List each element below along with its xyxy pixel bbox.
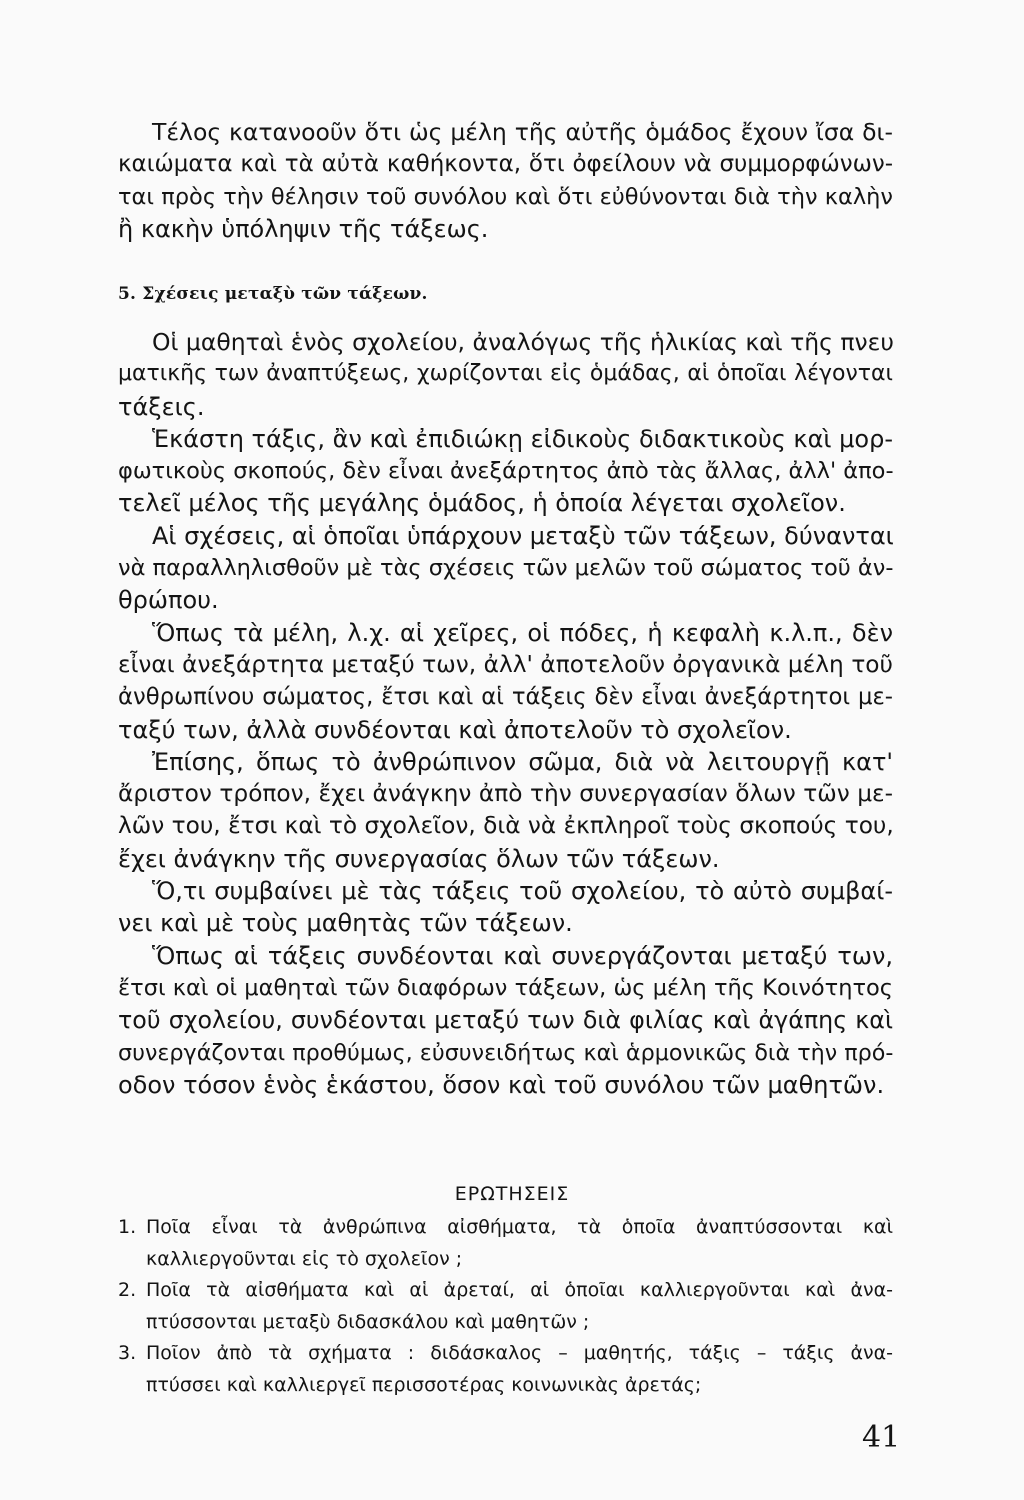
question-line: καλλιεργοῦνται εἰς τὸ σχολεῖον ;: [146, 1247, 463, 1270]
text-line: θρώπου.: [118, 586, 219, 615]
text-line: νει καὶ μὲ τοὺς μαθητὰς τῶν τάξεων.: [118, 909, 573, 938]
question-line: πτύσσονται μεταξὺ διδασκάλου καὶ μαθητῶν ;: [146, 1310, 590, 1333]
page-number: 41: [862, 1420, 901, 1455]
text-line: λῶν του, ἔτσι καὶ τὸ σχολεῖον, διὰ νὰ ἐκπληροῖ τοὺς σκοπούς του,: [118, 812, 894, 840]
text-line: οδον τόσον ἑνὸς ἑκάστου, ὅσον καὶ τοῦ συνόλου τῶν μαθητῶν.: [118, 1070, 885, 1099]
text-line: Ὅ,τι συμβαίνει μὲ τὰς τάξεις τοῦ σχολείου, τὸ αὐτὸ συμβαί-: [152, 877, 893, 906]
text-line: ται πρὸς τὴν θέλησιν τοῦ συνόλου καὶ ὅτι εὐθύνονται διὰ τὴν καλὴν: [118, 183, 893, 210]
question-line: Ποῖα τὰ αἰσθήματα καὶ αἱ ἀρεταί, αἱ ὁποῖαι καλλιεργοῦνται καὶ ἀνα-: [146, 1279, 893, 1301]
text-line: Ἑκάστη τάξις, ἂν καὶ ἐπιδιώκῃ εἰδικοὺς διδακτικοὺς καὶ μορ-: [152, 424, 893, 453]
question-line: πτύσσει καὶ καλλιεργεῖ περισσοτέρας κοινωνικὰς ἀρετάς;: [146, 1373, 702, 1396]
question-item: [118, 1212, 893, 1275]
question-number: 3.: [118, 1342, 137, 1364]
text-line: νὰ παραλληλισθοῦν μὲ τὰς σχέσεις τῶν μελῶν τοῦ σώματος τοῦ ἀν-: [118, 555, 894, 582]
question-number: 2.: [118, 1279, 137, 1301]
text-line: Ὅπως αἱ τάξεις συνδέονται καὶ συνεργάζονται μεταξύ των,: [152, 941, 893, 970]
text-line: ἔχει ἀνάγκην τῆς συνεργασίας ὅλων τῶν τάξεων.: [118, 844, 720, 873]
text-line: καιώματα καὶ τὰ αὐτὰ καθήκοντα, ὅτι ὀφείλουν νὰ συμμορφώνων-: [118, 151, 893, 178]
text-line: ἔτσι καὶ οἱ μαθηταὶ τῶν διαφόρων τάξεων, ὡς μέλη τῆς Κοινότητος: [118, 974, 893, 1001]
question-number: 1.: [118, 1216, 137, 1238]
question-line: Ποῖα εἶναι τὰ ἀνθρώπινα αἰσθήματα, τὰ ὁποῖα ἀναπτύσσονται καὶ: [146, 1216, 893, 1238]
section-heading: 5. Σχέσεις μεταξὺ τῶν τάξεων.: [118, 284, 428, 304]
text-line: Οἱ μαθηταὶ ἑνὸς σχολείου, ἀναλόγως τῆς ἡλικίας καὶ τῆς πνευ: [152, 328, 894, 356]
question-line: Ποῖον ἀπὸ τὰ σχήματα : διδάσκαλος – μαθητής, τάξις – τάξις ἀνα-: [146, 1342, 893, 1364]
section-body: [118, 326, 893, 1101]
text-line: ἢ κακὴν ὑπόληψιν τῆς τάξεως.: [118, 214, 489, 243]
questions-list: [118, 1212, 893, 1401]
text-line: φωτικοὺς σκοπούς, δὲν εἶναι ἀνεξάρτητος ἀπὸ τὰς ἄλλας, ἀλλ' ἀπο-: [118, 458, 894, 485]
text-line: Αἱ σχέσεις, αἱ ὁποῖαι ὑπάρχουν μεταξὺ τῶν τάξεων, δύνανται: [152, 521, 894, 550]
text-line: τελεῖ μέλος τῆς μεγάλης ὁμάδος, ἡ ὁποία λέγεται σχολεῖον.: [118, 489, 846, 518]
intro-paragraph: [118, 116, 893, 245]
text-line: τοῦ σχολείου, συνδέονται μεταξύ των διὰ φιλίας καὶ ἀγάπης καὶ: [118, 1006, 893, 1035]
text-line: Ἐπίσης, ὅπως τὸ ἀνθρώπινον σῶμα, διὰ νὰ λειτουργῇ κατ': [152, 747, 893, 776]
text-line: Τέλος κατανοοῦν ὅτι ὡς μέλη τῆς αὐτῆς ὁμάδος ἔχουν ἴσα δι-: [152, 118, 893, 146]
text-line: ταξύ των, ἀλλὰ συνδέονται καὶ ἀποτελοῦν τὸ σχολεῖον.: [118, 715, 792, 744]
text-line: Ὅπως τὰ μέλη, λ.χ. αἱ χεῖρες, οἱ πόδες, ἡ κεφαλὴ κ.λ.π., δὲν: [152, 618, 893, 647]
text-line: ματικῆς των ἀναπτύξεως, χωρίζονται εἰς ὁμάδας, αἱ ὁποῖαι λέγονται: [118, 361, 893, 387]
text-line: συνεργάζονται προθύμως, εὐσυνειδήτως καὶ ἁρμονικῶς διὰ τὴν πρό-: [118, 1039, 894, 1066]
questions-title: ΕΡΩΤΗΣΕΙΣ: [454, 1183, 570, 1205]
question-item: [118, 1338, 893, 1401]
text-line: εἶναι ἀνεξάρτητα μεταξύ των, ἀλλ' ἀποτελοῦν ὀργανικὰ μέλη τοῦ: [118, 650, 893, 678]
text-line: ἄριστον τρόπον, ἔχει ἀνάγκην ἀπὸ τὴν συνεργασίαν ὅλων τῶν με-: [118, 780, 893, 808]
text-line: ἀνθρωπίνου σώματος, ἔτσι καὶ αἱ τάξεις δὲν εἶναι ἀνεξάρτητοι με-: [118, 684, 893, 711]
question-item: [118, 1275, 893, 1338]
text-line: τάξεις.: [118, 392, 205, 421]
